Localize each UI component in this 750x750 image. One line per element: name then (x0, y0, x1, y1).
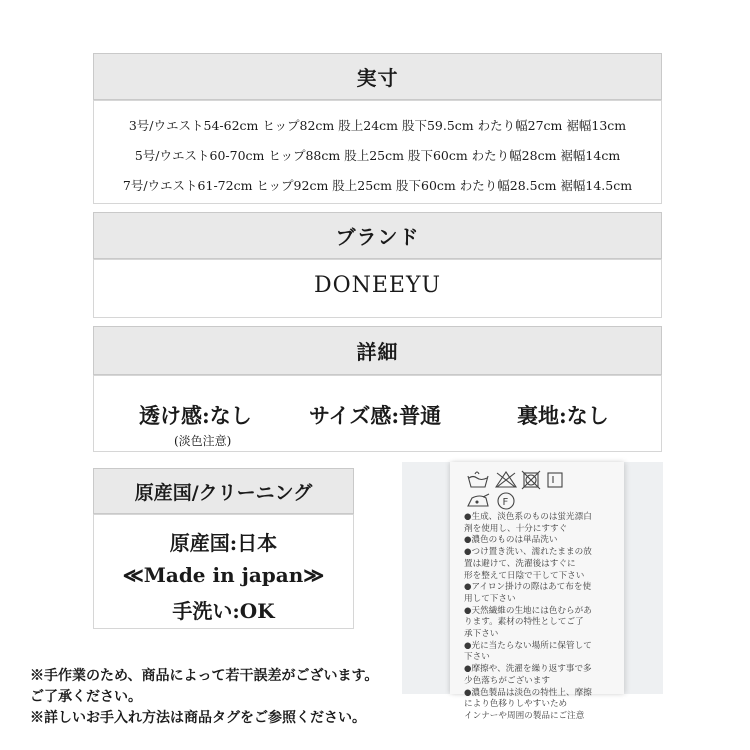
care-tag-line: 置は避けて、洗濯後はすぐに (464, 558, 576, 569)
size-row-5: 5号/ウエスト60-70cm ヒップ88cm 股上25cm 股下60cm わたり幅28cm 裾幅14cm (134, 148, 621, 163)
care-tag-line: インナーや周囲の製品にご注意 (464, 710, 585, 721)
brand-section-header (93, 212, 662, 259)
care-tag-line: 承下さい (464, 629, 499, 640)
sheer-value: 透け感:なし (139, 403, 252, 428)
care-tag-line: ●天然繊維の生地には色むらがあ (464, 605, 592, 616)
lining-value: 裏地:なし (517, 403, 609, 428)
dry-clean-f-icon (498, 493, 514, 509)
care-tag-line: 形を整えて日陰で干して下さい (464, 570, 585, 581)
no-tumble-dry-icon (522, 471, 540, 489)
no-bleach-icon (496, 472, 516, 487)
care-tag-line: により色移りしやすいため (464, 699, 568, 710)
made-in-label: ≪Made in japan≫ (122, 563, 325, 587)
origin-section-header (93, 468, 354, 514)
care-tag-line: ●摩擦や、洗濯を繰り返す事で多 (464, 664, 592, 675)
details-section-header (93, 326, 662, 375)
care-tag-line: ●生成、淡色系のものは蛍光漂白 (464, 512, 592, 522)
brand-section-body (93, 259, 662, 318)
origin-section-title: 原産国/クリーニング (134, 481, 313, 504)
sheer-note: (淡色注意) (174, 434, 232, 448)
note-care-tag: ※詳しいお手入れ方法は商品タグをご参照ください。 (30, 710, 366, 726)
svg-text:F: F (502, 497, 509, 508)
care-tag-line: ●光に当たらない場所に保管して (464, 640, 592, 651)
hand-wash-icon (468, 472, 488, 487)
care-tag-line: 用して下さい (464, 593, 516, 604)
hang-dry-icon (548, 473, 562, 487)
care-tag-line: ●アイロン掛けの際はあて布を使 (464, 582, 592, 593)
brand-name: DONEEYU (313, 273, 442, 298)
details-section-title: 詳細 (356, 340, 399, 364)
fit-value: サイズ感:普通 (309, 403, 442, 428)
iron-low-icon (468, 494, 489, 506)
care-tag-line: 下さい (464, 652, 490, 663)
care-tag-line: ります。素材の特性としてご了 (464, 617, 584, 628)
care-tag-line: 剤を使用し、十分にすすぐ (464, 523, 568, 534)
size-section-body (93, 100, 662, 204)
care-symbols (466, 470, 606, 512)
size-section-header (93, 53, 662, 100)
details-section-body (93, 375, 662, 452)
origin-section-body (93, 514, 354, 629)
size-row-3: 3号/ウエスト54-62cm ヒップ82cm 股上24cm 股下59.5cm わたり幅27cm 裾幅13cm (128, 118, 627, 133)
care-tag-photo (402, 462, 663, 721)
brand-section-title: ブランド (335, 225, 420, 249)
size-row-7: 7号/ウエスト61-72cm ヒップ92cm 股上25cm 股下60cm わたり幅28.5cm 裾幅14.5cm (122, 178, 633, 193)
washing-info: 手洗い:OK (172, 599, 275, 623)
care-tag-line: ●濃色のものは単品洗い (464, 535, 558, 546)
care-tag-line: 少色落ちがございます (464, 675, 550, 686)
note-handmade: ※手作業のため、商品によって若干誤差がございます。 (30, 668, 379, 684)
care-tag-text (464, 512, 614, 723)
note-apology: ご了承ください。 (30, 689, 142, 705)
care-tag-paper (450, 462, 624, 721)
size-section-title: 実寸 (356, 66, 399, 90)
country-of-origin: 原産国:日本 (169, 531, 278, 555)
care-tag-line: ●つけ置き洗い、濡れたままの放 (464, 547, 592, 558)
care-tag-line: ●濃色製品は淡色の特性上、摩擦 (464, 687, 592, 698)
